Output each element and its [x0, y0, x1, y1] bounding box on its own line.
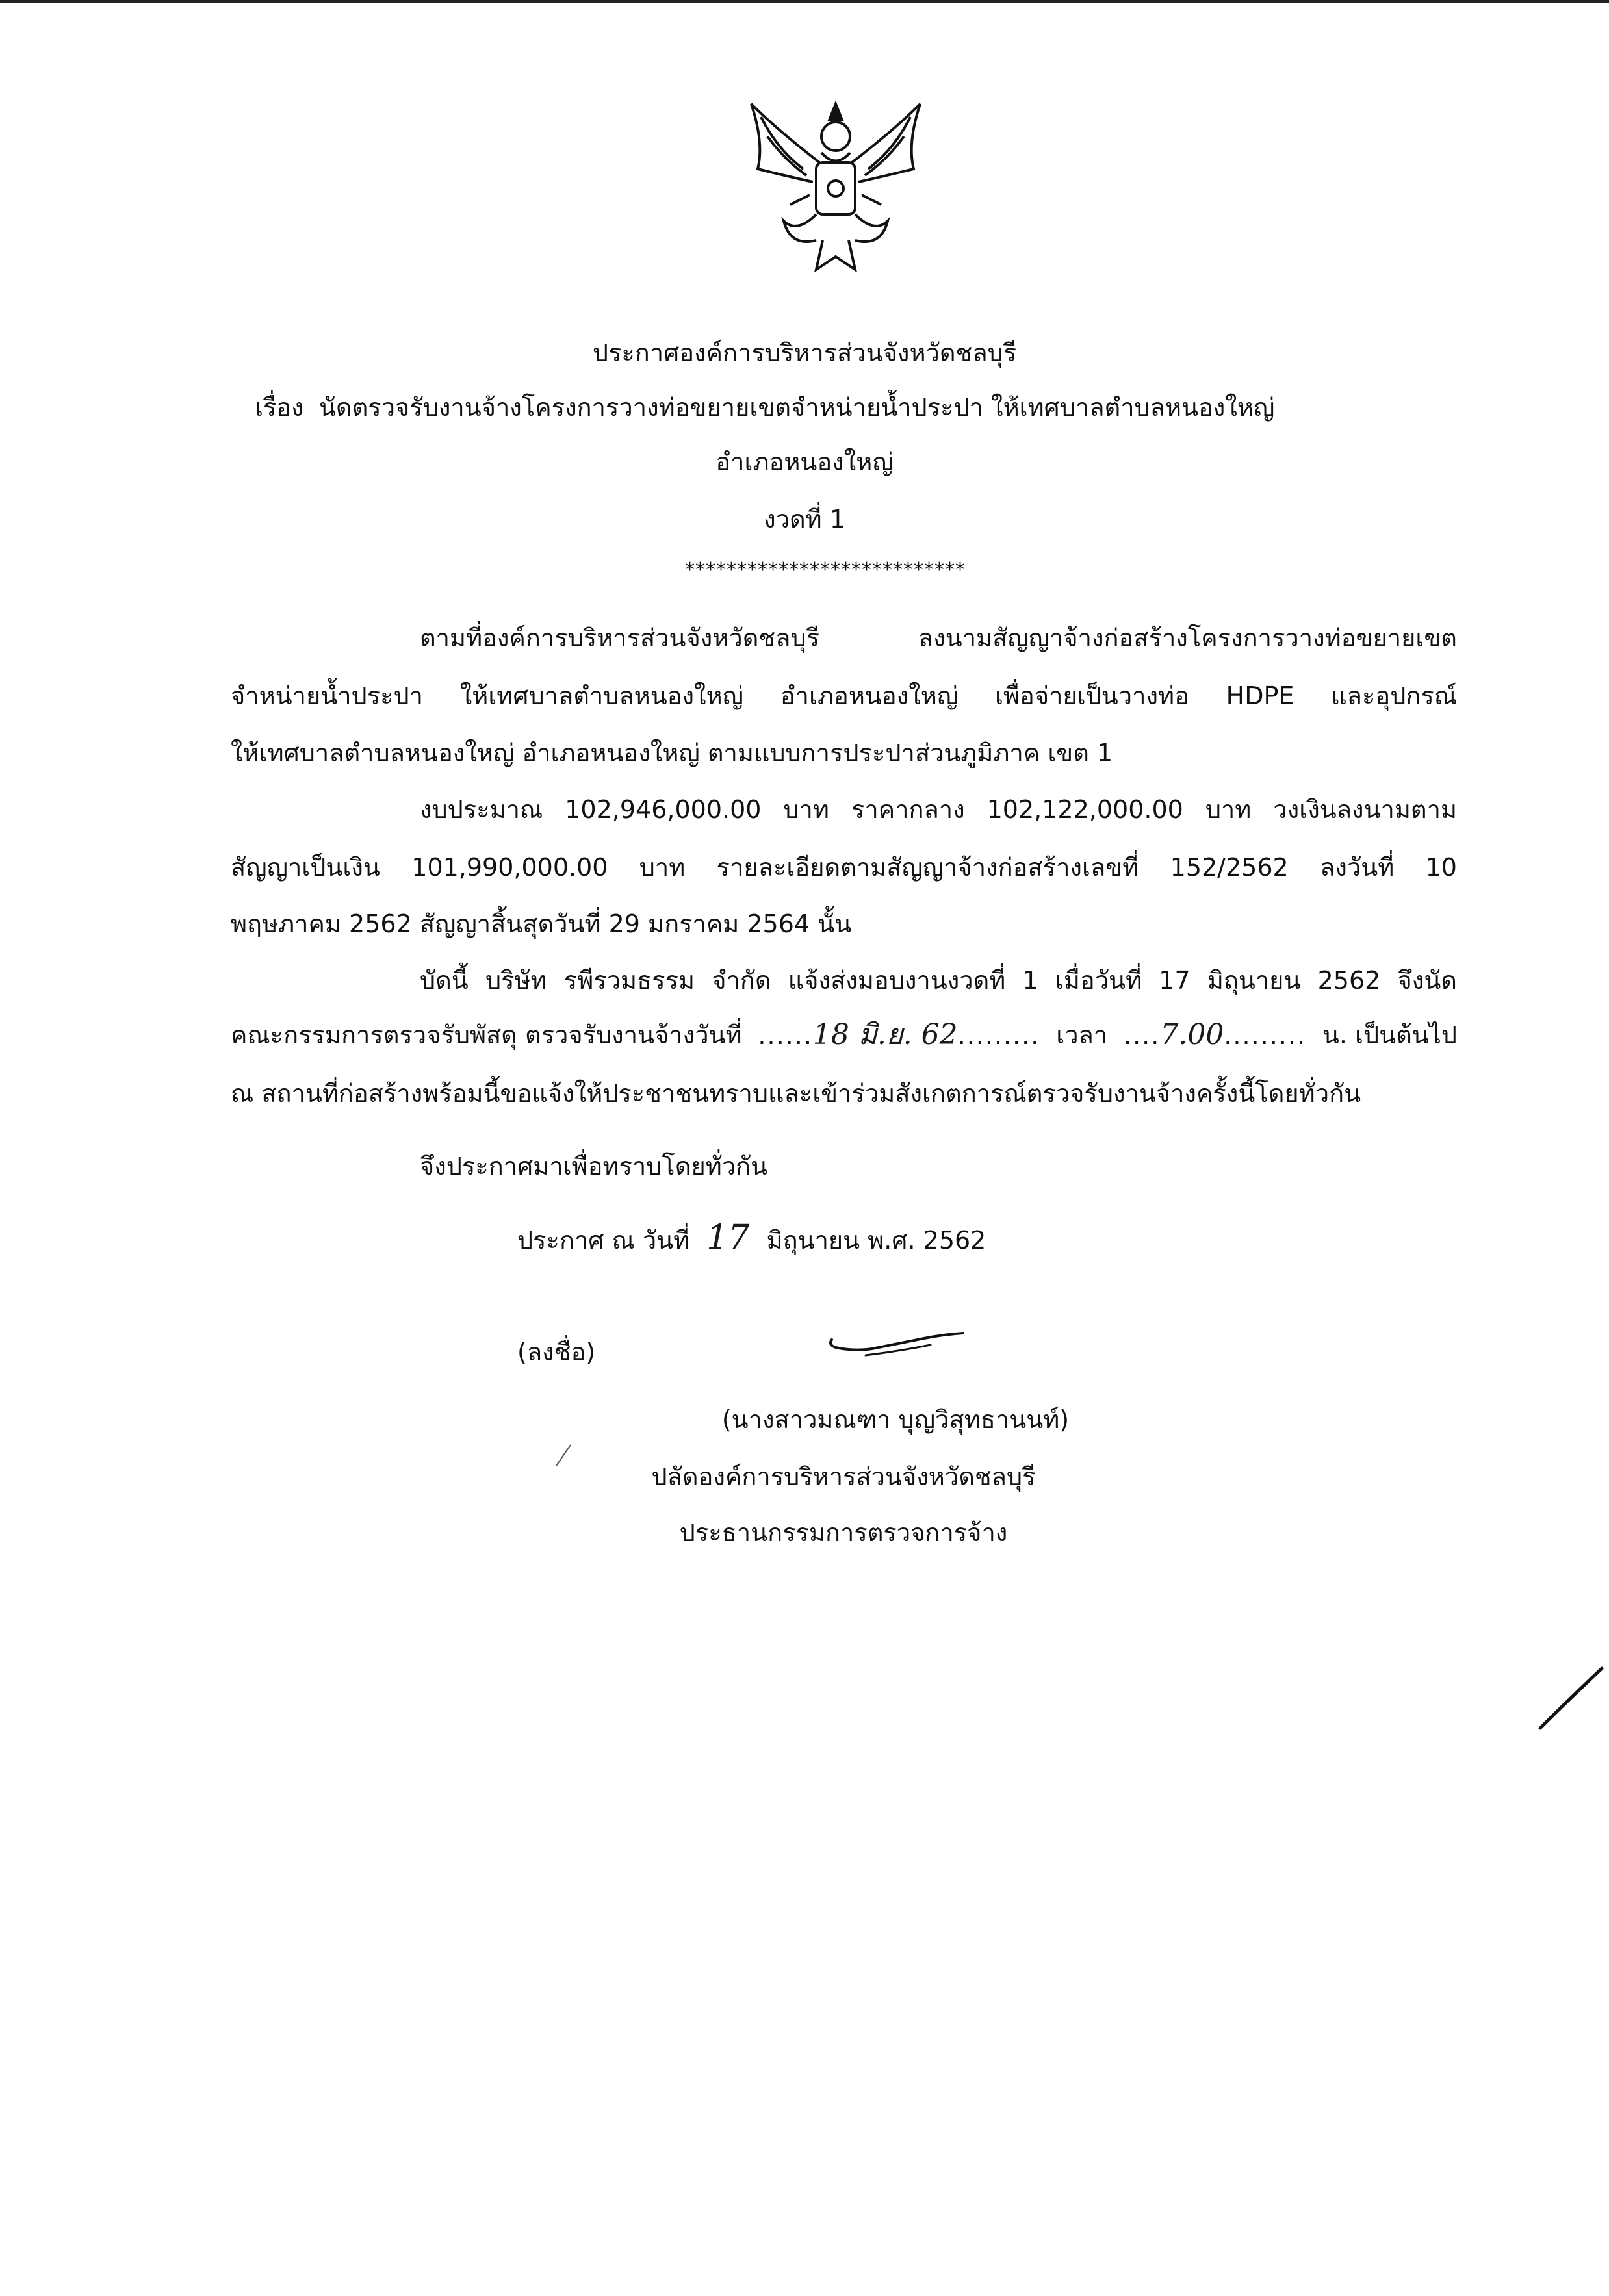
handwritten-time: 7.00	[1160, 1018, 1224, 1051]
p2-line-1: งบประมาณ 102,946,000.00 บาท ราคากลาง 102,122,000.00 บาท วงเงินลงนามตาม	[420, 795, 1457, 824]
signatory-name: (นางสาวมณฑา บุญวิสุทธานนท์)	[721, 1405, 1070, 1434]
p3-line-1: บัดนี้ บริษัท รพีรวมธรรม จำกัด แจ้งส่งมอบงานงวดที่ 1 เมื่อวันที่ 17 มิถุนายน 2562 จึงนัด	[420, 966, 1457, 995]
p1-line-1: ตามที่องค์การบริหารส่วนจังหวัดชลบุรี ลงนามสัญญาจ้างก่อสร้างโครงการวางท่อขยายเขต	[420, 624, 1457, 652]
time-fill: ....7.00.........	[1124, 1018, 1307, 1051]
handwritten-date: 18 มิ.ย. 62	[812, 1018, 958, 1051]
subject-line-2: อำเภอหนองใหญ่	[715, 448, 894, 476]
inspection-date-fill: ......18 มิ.ย. 62.........	[758, 1018, 1040, 1051]
signature-label: (ลงชื่อ)	[517, 1338, 596, 1366]
signatory-position: ปลัดองค์การบริหารส่วนจังหวัดชลบุรี	[651, 1462, 1036, 1491]
announce-date-line	[517, 1218, 986, 1257]
p1-line-3: ให้เทศบาลตำบลหนองใหญ่ อำเภอหนองใหญ่ ตามแบบการประปาส่วนภูมิภาค เขต 1	[231, 739, 1113, 767]
p1-line-2: จำหน่ายน้ำประปา ให้เทศบาลตำบลหนองใหญ่ อำเภอหนองใหญ่ เพื่อจ่ายเป็นวางท่อ HDPE และอุปกรณ์	[231, 682, 1457, 710]
announce-suffix: มิถุนายน พ.ศ. 2562	[766, 1226, 986, 1255]
time-suffix: น. เป็นต้นไป	[1322, 1021, 1457, 1049]
p3-line-2	[231, 1019, 1457, 1052]
handwritten-signature	[827, 1325, 970, 1364]
inspection-date-label: คณะกรรมการตรวจรับพัสดุ ตรวจรับงานจ้างวันที่	[231, 1021, 742, 1049]
subject-text: นัดตรวจรับงานจ้างโครงการวางท่อขยายเขตจำหน่ายน้ำประปา ให้เทศบาลตำบลหนองใหญ่	[318, 393, 1275, 422]
scan-tick-mark	[554, 1442, 573, 1468]
scan-stroke-mark	[1534, 1663, 1605, 1735]
subject-label: เรื่อง	[255, 393, 303, 422]
scan-top-edge	[0, 0, 1609, 3]
closing-statement: จึงประกาศมาเพื่อทราบโดยทั่วกัน	[420, 1152, 768, 1180]
garuda-emblem-icon	[738, 91, 933, 286]
announce-prefix: ประกาศ ณ วันที่	[517, 1226, 690, 1255]
signatory-role: ประธานกรรมการตรวจการจ้าง	[679, 1518, 1008, 1547]
installment-label: งวดที่ 1	[764, 505, 845, 533]
p3-line-3: ณ สถานที่ก่อสร้างพร้อมนี้ขอแจ้งให้ประชาชนทราบและเข้าร่วมสังเกตการณ์ตรวจรับงานจ้างครั้งนี้โดยทั่วกัน	[231, 1079, 1361, 1108]
p2-line-2: สัญญาเป็นเงิน 101,990,000.00 บาท รายละเอียดตามสัญญาจ้างก่อสร้างเลขที่ 152/2562 ลงวันที่ 10	[231, 853, 1457, 882]
announcement-title: ประกาศองค์การบริหารส่วนจังหวัดชลบุรี	[592, 338, 1017, 367]
p2-line-3: พฤษภาคม 2562 สัญญาสิ้นสุดวันที่ 29 มกราคม 2564 นั้น	[231, 910, 852, 938]
handwritten-day: 17	[706, 1218, 750, 1257]
time-label: เวลา	[1056, 1021, 1108, 1049]
separator-stars: ***************************	[685, 559, 966, 581]
subject-line	[255, 391, 1274, 424]
